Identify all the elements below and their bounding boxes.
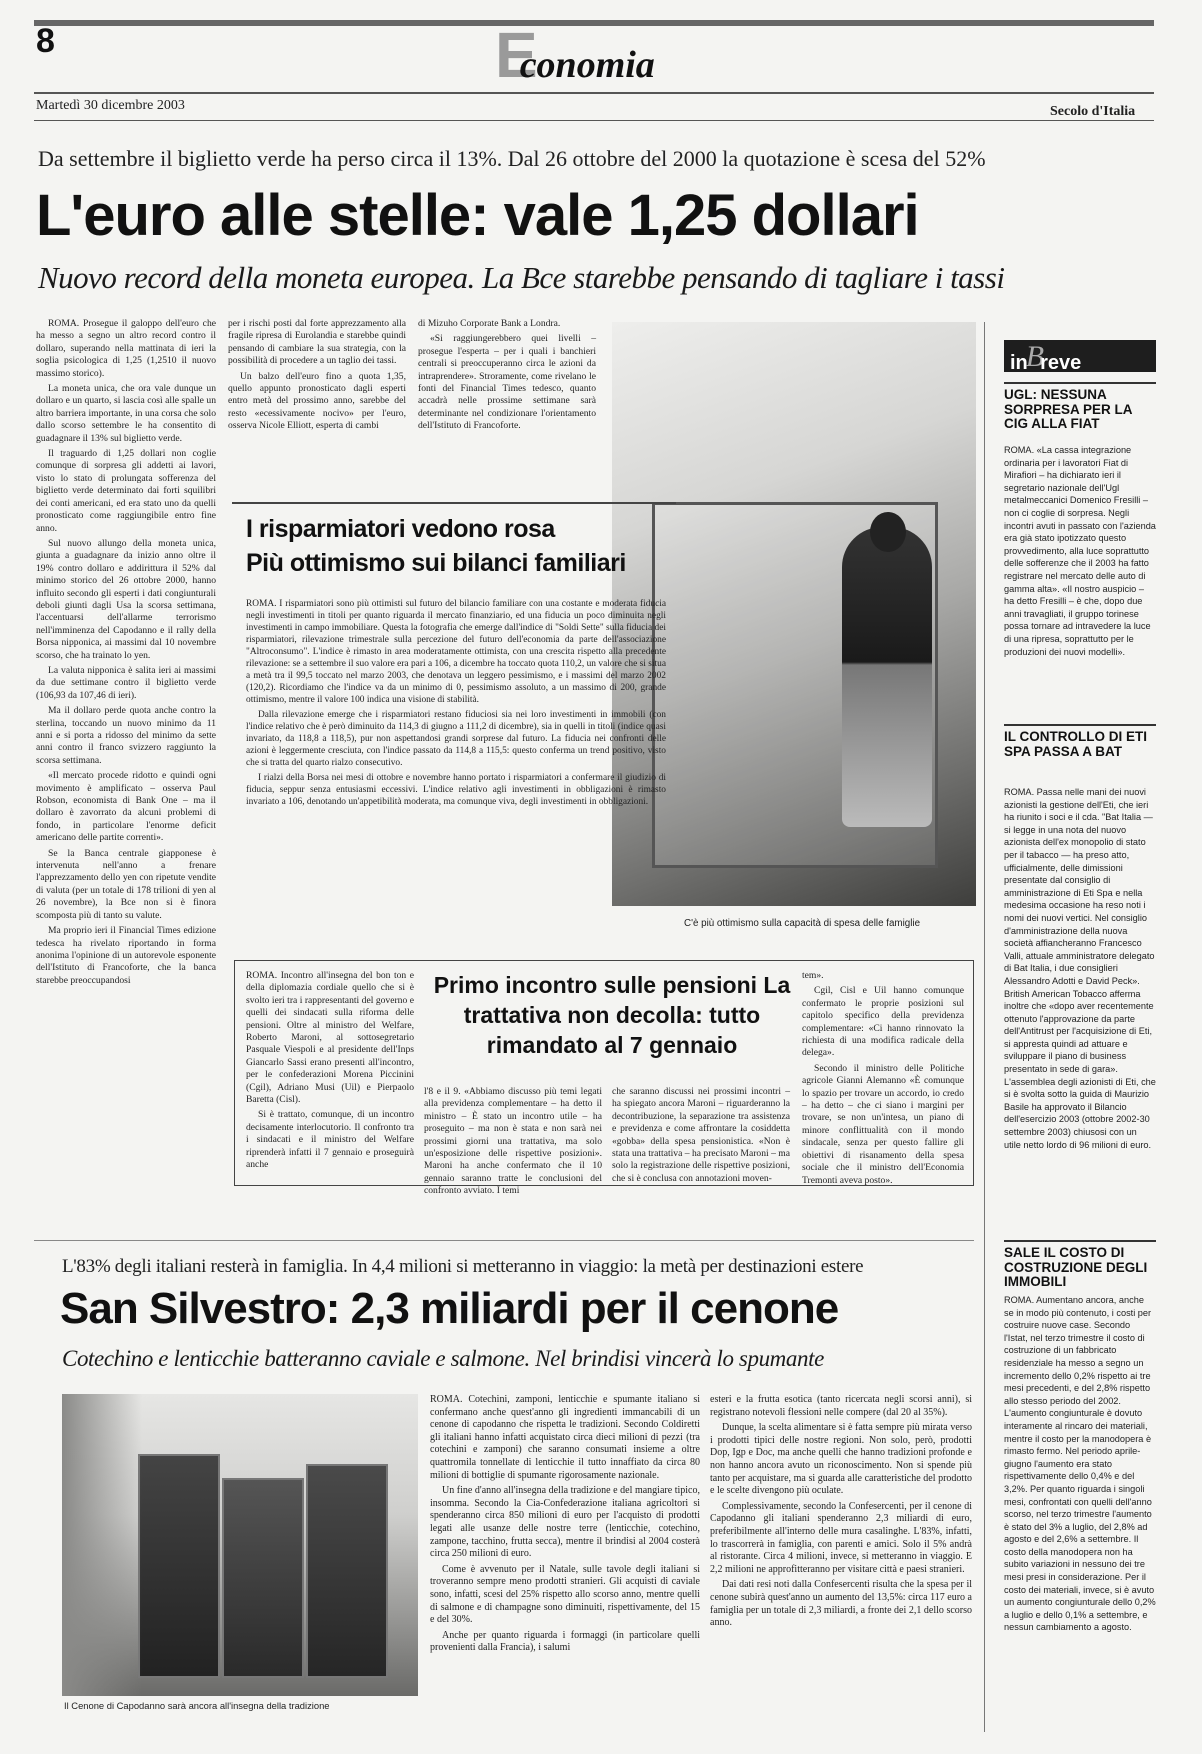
lead-column-3 <box>418 318 596 488</box>
pensioni-col4-p2: Cgil, Cisl e Uil hanno comunque confermato le proprie posizioni sul capitolo specifico della previdenza complementare: «Ci hanno rinnovato la richiesta di una modifica radicale della delega». <box>802 985 964 1059</box>
lead-subhead: Nuovo record della moneta europea. La Bce starebbe pensando di tagliare i tassi <box>38 260 1005 295</box>
silvestro-subhead: Cotechino e lenticchie batteranno caviale e salmone. Nel brindisi vincerà lo spumante <box>62 1346 824 1371</box>
lead-col2-p2: Un balzo dell'euro fino a quota 1,35, quello appunto pronosticato dagli esperti entro metà del prossimo anno, sarebbe del resto «ecessivamente nocivo» per l'euro, osserva Nicole Elliott, esperta di cambi <box>228 370 406 432</box>
pensioni-col4-p1: tem». <box>802 970 824 981</box>
pensioni-col-1 <box>246 970 414 1180</box>
issue-date: Martedì 30 dicembre 2003 <box>36 98 185 113</box>
pensioni-col-4 <box>802 970 964 1186</box>
silvestro-top-rule <box>34 1240 974 1241</box>
brevi-item3-rule <box>1004 1240 1156 1242</box>
brevi-item1-body: ROMA. «La cassa integrazione ordinaria per i lavoratori Fiat di Mirafiori – ha dichiarato ieri il segretario nazionale dell'Ugl metalmeccanici Domenico Fresilli – non ci coglie di sorpresa. Negli incontri avuti in passato con l'azienda era già stato ipotizzato questo provvedimento, alla luce soprattutto delle sofferenze che il 2003 ha fatto registrare nel mercato delle auto di gamma alta». «Il nostro auspicio – ha detto Fresilli – è che, dopo due anni travagliati, il gruppo torinese possa tornare ad intravedere la luce di una ripresa, soprattutto per le produzioni dei nuovi modelli». <box>1004 445 1156 657</box>
risparmiatori-headline-2: Più ottimismo sui bilanci familiari <box>246 549 626 577</box>
pensioni-col1-p1: ROMA. Incontro all'insegna del bon ton e della diplomazia cordiale quello che si è svolto ieri tra i rappresentanti del governo e quelli dei sindacati sulla riforma delle pensioni. Oltre al ministro del Welfare, Roberto Maroni, al sottosegretario Pasquale Viespoli e al presidente dell'Inps Giancarlo Sassi erano presenti all'incontro, per le confederazioni Morena Piccinini (Cgil), Adriano Musi (Uil) e Pierpaolo Baretta (Cisl). <box>246 970 414 1106</box>
photo-cenone-products <box>62 1394 418 1696</box>
silvestro-col1-p1: ROMA. Cotechini, zamponi, lenticchie e spumante italiano si confermano anche quest'anno gli ingredienti immancabili di un cenone di capodanno che rispetta le tradizioni. Secondo Coldiretti gli italiani hanno infatti acquistato circa dieci milioni di pezzi (tra cotechini e zamponi) che saranno consumati insieme a oltre quattromila tonnellate di lenticchie il tutto innaffiato da circa 80 milioni di bottiglie di spumante rigorosamente nazionale. <box>430 1394 700 1481</box>
section-rest: conomia <box>519 44 655 86</box>
brevi-item2-body: ROMA. Passa nelle mani dei nuovi azionisti la gestione dell'Eti, che ieri ha riunito i soci e il cda. "Bat Italia — si legge in una nota del nuovo azionista dell'ex monopolio di stato per il tabacco — ha preso atto, ufficialmente, delle dimissioni presentate dal consiglio di amministrazione di Eti Spa e nella medesima occasione ha reso noti i nomi dei nuovi vertici. Nel consiglio d'amministrazione della nuova società affiancheranno Francesco Valli, attuale amministratore delegato di Bat Italia, i due consiglieri Alessandro Adotti e David Peck». British American Tobacco afferma inoltre che «dopo aver recentemente ottenuto l'approvazione da parte dell'Antitrust per l'acquisizione di Eti, si appresta quindi ad attuare e sviluppare il piano di business presentato in sede di gara». L'assemblea degli azionisti di Eti, che si è svolta sotto la guida di Maurizio Basile ha approvato il Bilancio dell'esercizio 2003 (ottobre 2002-30 settembre 2003) chiusosi con un utile netto lordo di 96 milioni di euro. <box>1004 787 1156 1150</box>
risparmiatori-body <box>246 598 666 910</box>
silvestro-col2-p3: Complessivamente, secondo la Confesercenti, per il cenone di Capodanno gli italiani spenderanno 2,3 miliardi di euro, preferibilmente all'interno delle mura casalinghe. L'83%, infatti, lo trascorrerà in famiglia, con parenti e amici. Solo il 5% andrà al ristorante. Circa 4 milioni, invece, si metteranno in viaggio. E 2,2 milioni ne approfitteranno per visitare città e paesi stranieri. <box>710 1500 972 1575</box>
lead-col1-p4: Sul nuovo allungo della moneta unica, giunta a guadagnare da inizio anno oltre il 19% contro dollaro e addirittura il 52% dal minimo storico del 26 ottobre 2000, hanno influito secondo gli esperti i dati congiunturali deboli giunti dagli Usa la scorsa settimana, l'accentuarsi dell'allarme terrorismo nell'imminenza del Capodanno e il rally della Borsa nipponica, ai massimi dal 10 novembre scorso, che ha trainato lo yen. <box>36 537 216 661</box>
pensioni-col-2 <box>424 1086 602 1197</box>
brevi-label-b: B <box>1025 340 1045 373</box>
brevi-item3-title: SALE IL COSTO DI COSTRUZIONE DEGLI IMMOBILI <box>1004 1245 1148 1289</box>
lead-col1-p8: Se la Banca centrale giapponese è intervenuta nell'anno a frenare l'apprezzamento dello yen con ripetute vendite di valuta (per un totale di 178 trilioni di yen al 26 novembre), la Bce non si è finora scomposta più di tanto su valute. <box>36 847 216 921</box>
risparmiatori-p2: Dalla rilevazione emerge che i risparmiatori restano fiduciosi sia nei loro investimenti in immobili (con l'indice relativo che è però diminuito da 114,3 di giugno a 111,2 di dicembre), sia in quelli in titoli (indice quasi invariato, da 118,8 a 118,5), pur non aspettandosi grandi sorprese dal futuro. La fiducia nei confronti delle azioni è leggermente cresciuta, con l'indice passato da 114,8 a 115,5: questo conferma un trend positivo, visto che si tratta del quarto rialzo consecutivo. <box>246 710 666 768</box>
pensioni-headline: Primo incontro sulle pensioni La trattativa non decolla: tutto rimandato al 7 gennaio <box>433 972 791 1058</box>
silvestro-col2-p2: Dunque, la scelta alimentare si è fatta sempre più mirata verso i prodotti tipici delle nostre regioni. Non solo, però, prodotti Dop, Igp e Doc, ma anche quelli che hanno tradizioni profonde e non hanno ancora avuto un riconoscimento. Non si spende più tanto per acquistare, ma si guarda alle caratteristiche del prodotto e le scelte divengono più oculate. <box>710 1422 972 1497</box>
brevi-item1-rule <box>1004 382 1156 384</box>
lead-col2-p1: per i rischi posti dal forte apprezzamento alla fragile ripresa di Eurolandia e starebbe quindi pensando di cambiare la sua strategia, con la possibilità di procedere a un taglio dei tassi. <box>228 318 406 367</box>
brevi-item1-title: UGL: NESSUNA SORPRESA PER LA CIG ALLA FIAT <box>1004 387 1133 431</box>
paper-name: Secolo d'Italia <box>1050 104 1136 119</box>
lead-col1-p3: Il traguardo di 1,25 dollari non coglie comunque di sorpresa gli addetti ai lavori, visto lo stato di prolungata sofferenza del biglietto verde determinato dai forti squilibri dei conti americani, ed era stato uno da quelli pronosticato come raggiungibile entro fine anno. <box>36 448 216 534</box>
lead-kicker: Da settembre il biglietto verde ha perso circa il 13%. Dal 26 ottobre del 2000 la quotazione è scesa del 52% <box>38 146 986 171</box>
pensioni-col-3 <box>612 1086 790 1184</box>
silvestro-kicker: L'83% degli italiani resterà in famiglia. In 4,4 milioni si metteranno in viaggio: la metà per destinazioni estere <box>62 1256 864 1277</box>
silvestro-col2-p1: esteri e la frutta esotica (tanto ricercata negli scorsi anni), si registrano notevoli flessioni nelle compere (dal 20 al 35%). <box>710 1394 972 1418</box>
lead-col1-p9: Ma proprio ieri il Financial Times edizione tedesca ha rivelato riportando in forma anonima l'opinione di un autorevole esponente dell'Istituto di Francoforte, che la banca starebbe preoccupandosi <box>36 925 216 986</box>
photo-cenone-caption: Il Cenone di Capodanno sarà ancora all'insegna della tradizione <box>64 1700 330 1711</box>
silvestro-col2-p4: Dai dati resi noti dalla Confesercenti risulta che la spesa per il cenone subirà quest'anno un aumento del 13,5%: circa 117 euro a famiglia per un totale di 2,3 miliardi, a fronte dei 2,1 dello scorso anno. <box>710 1579 972 1629</box>
silvestro-col-2 <box>710 1394 972 1724</box>
pensioni-col1-p2: Si è trattato, comunque, di un incontro decisamente interlocutorio. Il confronto tra i sindacati e il ministro del Welfare riprenderà infatti il 7 gennaio e proseguirà anche <box>246 1109 414 1171</box>
lead-col1-p2: La moneta unica, che ora vale dunque un dollaro e un quarto, si lascia così alle spalle un altro barriera importante, in una corsa che solo dallo scorso settembre le ha consentito di guadagnare il 13% sul biglietto verde. <box>36 383 216 444</box>
risparmiatori-p1: ROMA. I risparmiatori sono più ottimisti sul futuro del bilancio familiare con una costante e moderata fiducia negli investimenti in titoli per quanto riguarda il mercato finanziario, ed una fiducia un poco diminuita negli investimenti in campo immobiliare. Questa la fotografia che emerge dall'indice di "Soldi Sette" sulla fiducia dei risparmiatori, rilevazione trimestrale sulla percezione del futuro dell'economia da parte dell'associazione "Altroconsumo". L'indice è rimasto in area moderatamente ottimista, con una crescita rispetto alla precedente rilevazione: se a settembre il suo valore era pari a 106, a dicembre ha toccato quota 110,2, un valore che si situa a metà tra il 99,5 toccato nel marzo 2003, che denotava un leggero pessimismo, e i massimi del marzo 2002 (120,2). Ricordiamo che l'indice va da un minimo di 0, pessimismo assoluto, a un massimo di 200, grande ottimismo, mentre il valore 100 indica una visione di stabilità. <box>246 599 666 705</box>
pensioni-col2-p1: l'8 e il 9. «Abbiamo discusso più temi legati alla previdenza complementare – ha detto il ministro – È stato un incontro utile – ha proseguito – ma non è stata e non sarà nei prossimi giorni una trattativa, ma solo un'esposizione delle rispettive posizioni». Maroni ha anche confermato che il 10 gennaio saranno tratte le conclusioni del confronto avviato. I temi <box>424 1086 602 1197</box>
silvestro-col1-p4: Anche per quanto riguarda i formaggi (in particolare quelli provenienti dalla Francia), i salumi <box>430 1629 700 1654</box>
header-rule <box>34 92 1154 94</box>
pensioni-col3-p1: che saranno discussi nei prossimi incontri – ha spiegato ancora Maroni – riguarderanno la decontribuzione, la separazione tra assistenza e previdenza e come affrontare la cosiddetta «gobba» della spesa pensionistica. «Non è stata una trattativa – ha precisato Maroni – ma solo la registrazione delle rispettive posizioni, che si è conclusa con annotazioni moven- <box>612 1086 790 1184</box>
risparmiatori-p3: I rialzi della Borsa nei mesi di ottobre e novembre hanno portato i risparmiatori a confermare il giudizio di fiducia, seppur senza entusiasmi eccessivi. L'indice relativo agli investimenti in obbligazioni è rimasto invariato a 106, denotando un'appetibilità moderata, ma comunque viva, degli investimenti in obbligazioni. <box>246 773 666 807</box>
silvestro-col1-p2: Un fine d'anno all'insegna della tradizione e del mangiare tipico, insomma. Secondo la Cia-Confederazione italiana agricoltori si spenderanno circa 850 milioni di euro per l'acquisto di prodotti legati alle usanze delle nostre terre (lenticchie, cotechino, zampone, tacchino, frutta secca), mentre il brindisi al 2004 costerà circa 250 milioni di euro. <box>430 1485 700 1560</box>
brevi-item2-rule <box>1004 724 1156 726</box>
page-number: 8 <box>36 22 55 60</box>
silvestro-col1-p3: Come è avvenuto per il Natale, sulle tavole degli italiani si troveranno sempre meno prodotti stranieri. Gli acquisti di caviale sono, infatti, scesi del 25% rispetto allo scorso anno, mentre quelli di salmone e di champagne sono diminuiti, rispettivamente, del 15 e del 30%. <box>430 1563 700 1626</box>
brevi-label <box>1004 340 1156 372</box>
brevi-divider <box>984 322 985 1732</box>
brevi-item2-title: IL CONTROLLO DI ETI SPA PASSA A BAT <box>1004 729 1147 759</box>
section-title <box>495 20 673 90</box>
lead-col1-p7: «Il mercato procede ridotto e quindi ogni movimento è amplificato – osserva Paul Robson, economista di Bank One – ma il dollaro è zavorrato da alcuni problemi di fondo, in particolare l'enorme deficit americano delle partite correnti». <box>36 770 216 844</box>
photo-shop-caption: C'è più ottimismo sulla capacità di spesa delle famiglie <box>684 918 921 929</box>
pensioni-col4-p3: Secondo il ministro delle Politiche agricole Gianni Alemanno «È comunque lo spazio per trovare un accordo, io credo – ha detto – che ci siano i margini per trovare, se non un'intesa, un piano di minore conflittualità con il mondo sindacale, senza per questo fallire gli obiettivi di risanamento della spesa sociale che il ministro dell'Economia Tremonti aveva posto». <box>802 1062 964 1186</box>
silvestro-headline: San Silvestro: 2,3 miliardi per il cenone <box>60 1284 839 1333</box>
header-rule-2 <box>34 120 1154 121</box>
section-initial: E <box>495 19 538 91</box>
lead-col3-p2: «Si raggiungerebbero quei livelli – prosegue l'esperta – per i quali i banchieri centrali si preoccuperanno circa le azioni da intraprendere». Stroramente, come rivelano le fonti del Financial Times tedesco, quanto accadrà nelle prossime settimane sarà determinante nel condizionare l'orientamento dell'Istituto di Francoforte. <box>418 333 596 432</box>
lead-headline: L'euro alle stelle: vale 1,25 dollari <box>36 183 919 248</box>
risparmiatori-headline-1: I risparmiatori vedono rosa <box>246 515 555 543</box>
lead-column-2 <box>228 318 406 488</box>
lead-col1-p6: Ma il dollaro perde quota anche contro la sterlina, toccando un nuovo minimo da 11 anni e si porta a ridosso del minimo da sette anni contro il franco svizzero raggiunto la scorsa settimana. <box>36 705 216 766</box>
lead-col1-p5: La valuta nipponica è salita ieri ai massimi da due settimane contro il biglietto verde (106,93 da 107,46 di ieri). <box>36 664 216 701</box>
lead-col1-p1: ROMA. Prosegue il galoppo dell'euro che ha messo a segno un altro record contro il dollaro, superando nella mattinata di ieri la soglia psicologica di 1,25 (1,2510 il nuovo massimo storico). <box>36 318 216 379</box>
lead-column-1 <box>36 318 216 1180</box>
brevi-item3-body: ROMA. Aumentano ancora, anche se in modo più contenuto, i costi per costruire nuove case. Secondo l'Istat, nel terzo trimestre il costo di costruzione di un fabbricato residenziale ha messo a segno un incremento dello 0,2% rispetto ai tre mesi precedenti, e del 2,8% rispetto allo stesso periodo del 2002. L'aumento congiunturale è dovuto interamente al rincaro dei materiali, mentre il costo per la manodopera è rimasto fermo. Nel periodo aprile-giugno l'aumento era stato rispettivamente dello 0,4% e del 3,2%. Per quanto riguarda i singoli mesi, confrontati con quelli dell'anno scorso, nel terzo trimestre l'aumento è stato del 3% a luglio, del 2,8% ad agosto e del 2,6% a settembre. Il costo della manodopera non ha subito variazioni in nessuno dei tre mesi presi in considerazione. Per il costo dei materiali, invece, si è avuto un aumento congiunturale dello 0,2% a luglio e dello 0,1% a settembre, e nessun cambiamento a agosto. <box>1004 1295 1156 1633</box>
lead-col3-p1: di Mizuho Corporate Bank a Londra. <box>418 318 561 329</box>
silvestro-col-1 <box>430 1394 700 1724</box>
brevi-label-rest: reve <box>1040 352 1082 374</box>
brevi-label-in: in <box>1010 352 1028 374</box>
